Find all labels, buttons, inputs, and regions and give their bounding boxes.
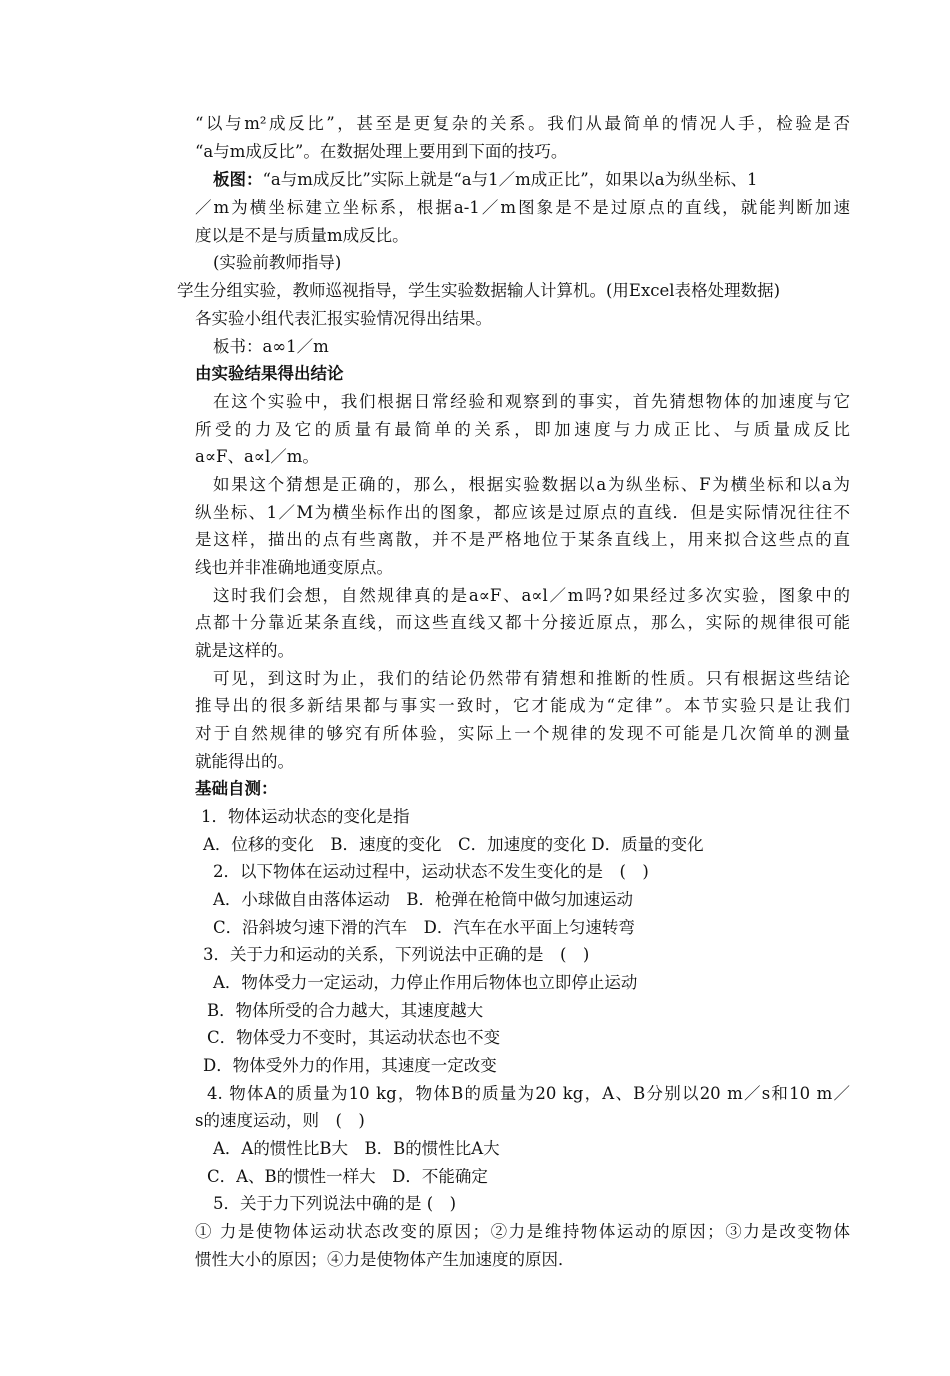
text-line: 如果这个猜想是正确的，那么，根据实验数据以a为纵坐标、F为横坐标和以a为 bbox=[213, 475, 850, 494]
text-line: (实验前教师指导) bbox=[213, 253, 342, 272]
question-3-option: B．物体所受的合力越大，其速度越大 bbox=[207, 1001, 484, 1020]
text-line: 板书：a∞1／m bbox=[213, 337, 329, 356]
text-line: 推导出的很多新结果都与事实一致时，它才能成为“定律”。本节实验只是让我们 bbox=[195, 696, 850, 715]
text-line: 就是这样的。 bbox=[195, 641, 294, 660]
question-1: 1．物体运动状态的变化是指 bbox=[201, 807, 410, 826]
section-heading-conclusion: 由实验结果得出结论 bbox=[195, 364, 344, 383]
text-line: 纵坐标、1／M为横坐标作出的图象，都应该是过原点的直线．但是实际情况往往不 bbox=[195, 503, 850, 522]
text-line: 这时我们会想，自然规律真的是a∝F、a∝l／m吗?如果经过多次实验，图象中的 bbox=[213, 586, 850, 605]
question-4: 4. 物体A的质量为10 kg，物体B的质量为20 kg，A、B分别以20 m／s和10 m／ bbox=[207, 1084, 850, 1103]
text-line: 各实验小组代表汇报实验情况得出结果。 bbox=[195, 309, 492, 328]
question-5: 5．关于力下列说法中确的是 ( ) bbox=[213, 1194, 457, 1213]
text-line: “以与m²成反比”，甚至是更复杂的关系。我们从最简单的情况人手，检验是否 bbox=[195, 114, 850, 133]
question-5-statements: 惯性大小的原因；④力是使物体产生加速度的原因． bbox=[195, 1250, 575, 1269]
board-figure-line bbox=[213, 169, 850, 191]
text-line: 是这样，描出的点有些离散，并不是严格地位于某条直线上，用来拟合这些点的直 bbox=[195, 530, 850, 549]
question-4: s的速度运动，则 ( ) bbox=[195, 1111, 365, 1130]
text-line: 线也并非准确地通变原点。 bbox=[195, 558, 393, 577]
text-line: “a与m成反比”。在数据处理上要用到下面的技巧。 bbox=[195, 142, 568, 161]
section-heading-self-test: 基础自测： bbox=[195, 779, 278, 798]
question-3-option: A．物体受力一定运动，力停止作用后物体也立即停止运动 bbox=[213, 973, 638, 992]
question-3: 3．关于力和运动的关系，下列说法中正确的是 ( ) bbox=[203, 945, 590, 964]
question-3-option: C．物体受力不变时，其运动状态也不变 bbox=[207, 1028, 501, 1047]
question-3-option: D．物体受外力的作用，其速度一定改变 bbox=[203, 1056, 497, 1075]
text-line: 可见，到这时为止，我们的结论仍然带有猜想和推断的性质。只有根据这些结论 bbox=[213, 669, 850, 688]
question-2-options: C．沿斜坡匀速下滑的汽车 D．汽车在水平面上匀速转弯 bbox=[213, 918, 635, 937]
text-line: “a与m成反比”实际上就是“a与1／m成正比”，如果以a为纵坐标、1 bbox=[262, 170, 758, 189]
text-line: ／m为横坐标建立坐标系，根据a-1／m图象是不是过原点的直线，就能判断加速 bbox=[195, 198, 850, 217]
question-4-options: A．A的惯性比B大 B．B的惯性比A大 bbox=[213, 1139, 500, 1158]
text-line: 学生分组实验，教师巡视指导，学生实验数据输人计算机。(用Excel表格处理数据) bbox=[177, 281, 781, 300]
question-2: 2．以下物体在运动过程中，运动状态不发生变化的是 ( ) bbox=[213, 862, 649, 881]
board-figure-label: 板图： bbox=[213, 170, 263, 189]
text-line: 对于自然规律的够究有所体验，实际上一个规律的发现不可能是几次简单的测量 bbox=[195, 724, 850, 743]
text-line: a∝F、a∝l／m。 bbox=[195, 447, 319, 466]
question-5-statements: ① 力是使物体运动状态改变的原因；②力是维持物体运动的原因；③力是改变物体 bbox=[195, 1222, 850, 1241]
question-4-options: C．A、B的惯性一样大 D．不能确定 bbox=[207, 1167, 488, 1186]
text-line: 就能得出的。 bbox=[195, 752, 294, 771]
text-line: 度以是不是与质量m成反比。 bbox=[195, 226, 409, 245]
question-1-options: A．位移的变化 B．速度的变化 C．加速度的变化 D．质量的变化 bbox=[203, 835, 704, 854]
question-2-options: A．小球做自由落体运动 B．枪弹在枪筒中做匀加速运动 bbox=[213, 890, 634, 909]
text-line: 点都十分靠近某条直线，而这些直线又都十分接近原点，那么，实际的规律很可能 bbox=[195, 613, 850, 632]
text-line: 在这个实验中，我们根据日常经验和观察到的事实，首先猜想物体的加速度与它 bbox=[213, 392, 850, 411]
text-line: 所受的力及它的质量有最简单的关系，即加速度与力成正比、与质量成反比 bbox=[195, 420, 850, 439]
